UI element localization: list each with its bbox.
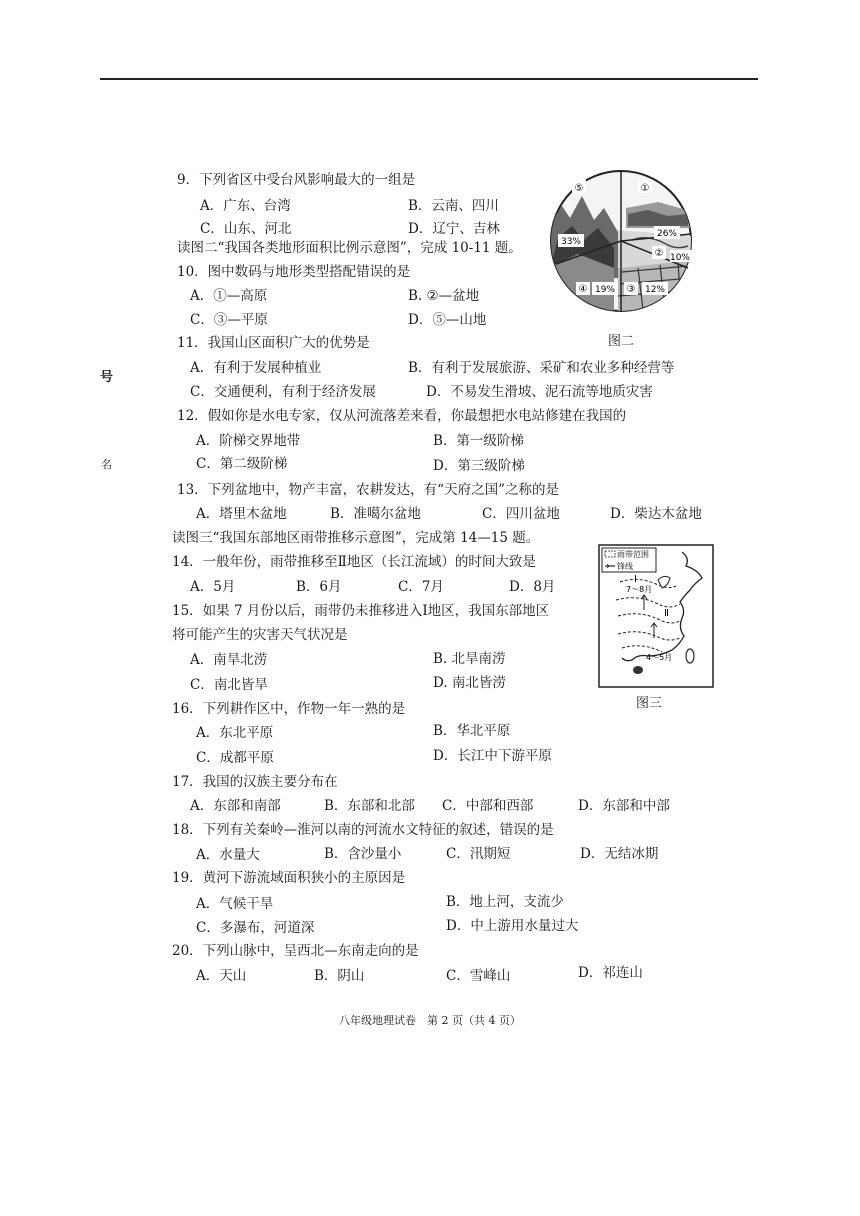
figure3-region-1: Ⅰ bbox=[634, 574, 637, 585]
q13-stem: 13．下列盆地中，物产丰富，农耕发达，有“天府之国”之称的是 bbox=[177, 482, 559, 498]
figure2-terrain-circle bbox=[548, 168, 694, 318]
q17-option-d: D．东部和中部 bbox=[578, 798, 670, 814]
side-mark-hao: 号 bbox=[100, 370, 114, 385]
q16-stem: 16．下列耕作区中，作物一年一熟的是 bbox=[172, 701, 406, 717]
side-mark-ming: 名 bbox=[101, 458, 112, 471]
q12-option-c: C．第二级阶梯 bbox=[196, 456, 288, 472]
figure3-months-region1: 7～8月 bbox=[626, 585, 653, 594]
q20-option-d: D．祁连山 bbox=[578, 965, 643, 981]
figure2-segment-2: ② bbox=[654, 248, 664, 259]
q15-option-a: A．南旱北涝 bbox=[190, 652, 268, 668]
q11-option-a: A．有利于发展种植业 bbox=[190, 360, 322, 376]
q11-stem: 11．我国山区面积广大的优势是 bbox=[177, 335, 370, 351]
header-rule bbox=[100, 78, 758, 80]
q9-option-c: C．山东、河北 bbox=[200, 221, 292, 237]
q10-stem: 10．图中数码与地形类型搭配错误的是 bbox=[177, 264, 411, 280]
q10-option-c: C．③—平原 bbox=[190, 312, 268, 328]
q18-option-d: D．无结冰期 bbox=[580, 846, 659, 862]
q13-option-d: D．柴达木盆地 bbox=[610, 506, 702, 522]
q19-option-c: C．多瀑布，河道深 bbox=[196, 920, 315, 936]
q14-option-d: D．8月 bbox=[509, 579, 556, 595]
q20-stem: 20．下列山脉中，呈西北—东南走向的是 bbox=[172, 943, 419, 959]
q19-option-b: B．地上河，支流少 bbox=[446, 894, 564, 910]
figure2-percent-12: 12% bbox=[644, 285, 666, 295]
read-figure2-instruction: 读图二“我国各类地形面积比例示意图”，完成 10-11 题。 bbox=[177, 240, 522, 256]
q15-option-c: C．南北皆旱 bbox=[190, 677, 268, 693]
figure3-region-2: Ⅱ bbox=[664, 608, 669, 619]
figure2-percent-10: 10% bbox=[669, 253, 691, 263]
figure3-rainbelt-map bbox=[598, 544, 714, 688]
figure2-caption: 图二 bbox=[608, 334, 635, 349]
q12-option-d: D．第三级阶梯 bbox=[433, 458, 525, 474]
q18-option-b: B．含沙量小 bbox=[324, 846, 402, 862]
q10-option-a: A．①—高原 bbox=[190, 288, 268, 304]
q16-option-c: C．成都平原 bbox=[196, 750, 274, 766]
q16-option-d: D．长江中下游平原 bbox=[433, 748, 552, 764]
figure3-legend-title: 雨带范围 bbox=[617, 550, 649, 559]
q14-stem: 14．一般年份，雨带推移至Ⅱ地区（长江流域）的时间大致是 bbox=[172, 554, 536, 570]
q19-option-a: A．气候干旱 bbox=[196, 896, 274, 912]
q20-option-a: A．天山 bbox=[196, 968, 247, 984]
q11-option-c: C．交通便利，有利于经济发展 bbox=[190, 384, 376, 400]
q14-option-a: A．5月 bbox=[190, 579, 236, 595]
q14-option-b: B．6月 bbox=[296, 579, 342, 595]
figure2-segment-4: ④ bbox=[578, 284, 588, 295]
q15-option-b: B. 北旱南涝 bbox=[433, 651, 506, 667]
q13-option-b: B．准噶尔盆地 bbox=[330, 506, 421, 522]
figure3-months-south: 4～5月 bbox=[646, 653, 673, 662]
figure2-segment-3: ③ bbox=[626, 284, 636, 295]
q17-option-a: A．东部和南部 bbox=[190, 798, 281, 814]
q9-option-a: A．广东、台湾 bbox=[200, 198, 291, 214]
read-figure3-instruction: 读图三“我国东部地区雨带推移示意图”，完成第 14—15 题。 bbox=[172, 530, 540, 546]
q18-option-c: C．汛期短 bbox=[446, 846, 511, 862]
q12-option-a: A．阶梯交界地带 bbox=[196, 433, 301, 449]
q16-option-a: A．东北平原 bbox=[196, 725, 274, 741]
q9-option-d: D．辽宁、吉林 bbox=[408, 221, 500, 237]
q17-option-b: B．东部和北部 bbox=[324, 798, 415, 814]
q15-stem-line2: 将可能产生的灾害天气状况是 bbox=[172, 627, 348, 643]
q9-option-b: B．云南、四川 bbox=[408, 198, 499, 214]
q15-stem-line1: 15．如果 7 月份以后，雨带仍未推移进入Ⅰ地区，我国东部地区 bbox=[172, 603, 550, 619]
q15-option-d: D. 南北皆涝 bbox=[433, 675, 506, 691]
q14-option-c: C．7月 bbox=[398, 579, 444, 595]
q20-option-c: C．雪峰山 bbox=[446, 968, 511, 984]
figure2-segment-5: ⑤ bbox=[574, 183, 584, 194]
q17-option-c: C．中部和西部 bbox=[442, 798, 534, 814]
q13-option-a: A．塔里木盆地 bbox=[196, 506, 287, 522]
q9-stem: 9．下列省区中受台风影响最大的一组是 bbox=[177, 172, 416, 188]
q18-option-a: A．水量大 bbox=[196, 847, 260, 863]
q19-stem: 19．黄河下游流域面积狭小的主原因是 bbox=[172, 870, 406, 886]
q11-option-b: B．有利于发展旅游、采矿和农业多种经营等 bbox=[408, 360, 675, 376]
q13-option-c: C．四川盆地 bbox=[482, 506, 560, 522]
figure2-percent-19: 19% bbox=[594, 285, 616, 295]
figure2-percent-26: 26% bbox=[656, 229, 678, 239]
figure2-segment-1: ① bbox=[640, 183, 650, 194]
figure2-percent-33: 33% bbox=[560, 237, 582, 247]
q17-stem: 17．我国的汉族主要分布在 bbox=[172, 774, 338, 790]
q10-option-b: B. ②—盆地 bbox=[408, 288, 480, 304]
figure3-legend-frontline: 锋线 bbox=[617, 562, 633, 571]
page-footer: 八年级地理试卷 第 2 页（共 4 页） bbox=[339, 1014, 521, 1027]
q18-stem: 18．下列有关秦岭—淮河以南的河流水文特征的叙述，错误的是 bbox=[172, 822, 554, 838]
figure3-caption: 图三 bbox=[636, 696, 663, 711]
q12-option-b: B．第一级阶梯 bbox=[433, 433, 524, 449]
q11-option-d: D．不易发生滑坡、泥石流等地质灾害 bbox=[426, 384, 653, 400]
q12-stem: 12．假如你是水电专家，仅从河流落差来看，你最想把水电站修建在我国的 bbox=[177, 408, 627, 424]
q16-option-b: B．华北平原 bbox=[433, 723, 511, 739]
q10-option-d: D．⑤—山地 bbox=[408, 312, 487, 328]
q20-option-b: B．阴山 bbox=[314, 968, 365, 984]
q19-option-d: D．中上游用水量过大 bbox=[446, 918, 579, 934]
